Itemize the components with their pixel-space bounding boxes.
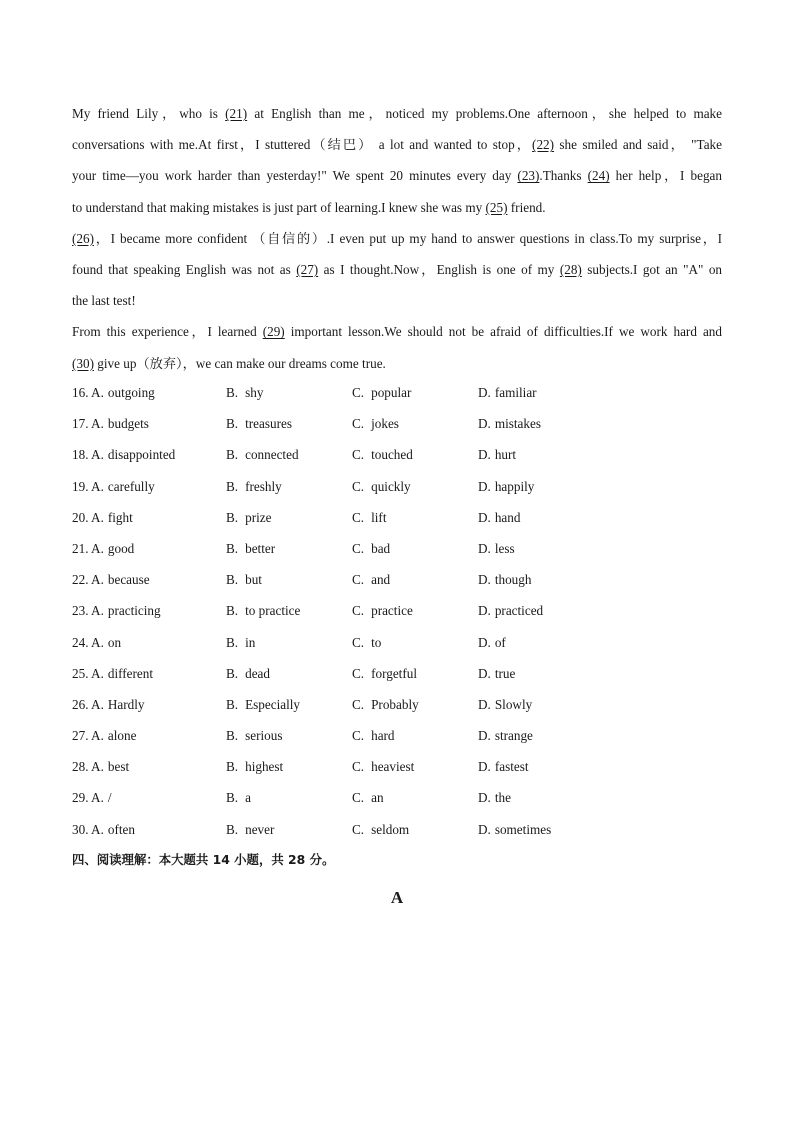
option-c: [352, 689, 419, 720]
option-d: [478, 782, 511, 813]
option-c-text: and: [371, 572, 391, 588]
option-d: [478, 658, 515, 689]
blank-number: (21): [225, 106, 248, 121]
option-c-label: C.: [352, 696, 365, 712]
option-a: [72, 439, 175, 470]
option-d: [478, 689, 532, 720]
option-c: [352, 377, 411, 408]
passage-text: as I thought.Now，English is one of my: [318, 261, 560, 277]
option-d: [478, 377, 537, 408]
passage-line: [72, 192, 722, 223]
option-c: [352, 502, 386, 533]
passage-text: your time—you work harder than yesterday!" We spent 20 minutes every day: [72, 168, 518, 184]
option-b-label: B.: [226, 790, 239, 806]
option-b-text: to practice: [245, 603, 301, 619]
option-c-text: quickly: [371, 478, 411, 494]
option-b-text: freshly: [245, 478, 282, 494]
option-a: [72, 564, 150, 595]
option-c: [352, 751, 414, 782]
passage-text: the last test!: [72, 293, 136, 309]
blank-number: (22): [532, 137, 555, 153]
option-d-label: D.: [478, 759, 491, 775]
option-c-text: touched: [371, 447, 413, 463]
option-b: [226, 689, 300, 720]
question-number: 19. A.: [72, 478, 104, 494]
option-c-text: lift: [371, 509, 387, 525]
question-row: [72, 782, 722, 813]
question-row: [72, 533, 722, 564]
option-b-label: B.: [226, 572, 239, 588]
option-c: [352, 720, 395, 751]
option-b-label: B.: [226, 385, 239, 400]
option-c-text: to: [371, 634, 382, 650]
passage-text: conversations with me.At first，I stuttered（结巴） a lot and wanted to stop，: [72, 137, 533, 153]
option-d-text: of: [494, 634, 506, 650]
option-d-text: familiar: [494, 385, 537, 400]
question-number: 27. A.: [72, 728, 104, 744]
question-number: 30. A.: [72, 821, 104, 837]
option-d-label: D.: [478, 728, 491, 744]
option-d: [478, 471, 534, 502]
option-a-text: alone: [107, 728, 137, 744]
option-a: [72, 471, 155, 502]
option-a-text: carefully: [107, 478, 155, 494]
option-a: [72, 751, 129, 782]
option-d-text: practiced: [494, 603, 544, 619]
question-number: 20. A.: [72, 509, 104, 525]
passage-text: friend.: [507, 199, 546, 215]
option-c-text: Probably: [371, 696, 419, 712]
option-b: [226, 658, 270, 689]
passage-line: [72, 348, 722, 379]
option-b-text: Especially: [245, 696, 301, 712]
option-b-label: B.: [226, 540, 239, 556]
option-c-label: C.: [352, 572, 365, 588]
question-row: [72, 471, 722, 502]
option-d-label: D.: [478, 696, 491, 712]
option-d-label: D.: [478, 540, 491, 556]
question-number: 24. A.: [72, 634, 104, 650]
option-c-label: C.: [352, 540, 365, 556]
option-b-text: prize: [245, 509, 272, 525]
blank-number: (26): [72, 230, 94, 246]
question-number: 18. A.: [72, 447, 104, 463]
part-label: A: [390, 888, 404, 907]
option-b: [226, 502, 271, 533]
option-d-label: D.: [478, 385, 491, 400]
option-b: [226, 627, 255, 658]
question-row: [72, 689, 722, 720]
question-row: [72, 502, 722, 533]
options-list: [72, 377, 722, 845]
option-a-text: disappointed: [107, 447, 176, 463]
option-b: [226, 564, 262, 595]
passage-text: she smiled and said， "Take: [554, 137, 722, 153]
option-d: [478, 439, 516, 470]
option-c: [352, 408, 399, 439]
option-c-label: C.: [352, 821, 365, 837]
question-row: [72, 658, 722, 689]
section-heading: 四、阅读理解：本大题共 14 小题，共 28 分。: [72, 852, 335, 867]
option-c-text: jokes: [371, 416, 399, 432]
option-c-label: C.: [352, 790, 365, 806]
question-row: [72, 627, 722, 658]
option-a-text: /: [107, 790, 112, 806]
option-d-text: Slowly: [494, 696, 533, 712]
option-d: [478, 502, 520, 533]
option-c: [352, 814, 409, 845]
question-number: 26. A.: [72, 696, 104, 712]
option-b-label: B.: [226, 665, 239, 681]
passage-text: give up（放弃），we can make our dreams come true.: [93, 355, 386, 371]
option-b-label: B.: [226, 821, 239, 837]
question-number: 17. A.: [72, 416, 104, 432]
blank-number: (25): [485, 199, 508, 215]
question-row: [72, 814, 722, 845]
passage-text: ，I became more confident （自信的）.I even put up my hand to answer questions in class.To my surprise，I: [93, 230, 722, 246]
option-c: [352, 471, 411, 502]
option-b: [226, 720, 282, 751]
option-c-text: popular: [371, 385, 412, 400]
option-d-label: D.: [478, 572, 491, 588]
cloze-passage: [72, 98, 722, 379]
option-d: [478, 595, 543, 626]
option-b-label: B.: [226, 509, 239, 525]
option-a: [72, 408, 149, 439]
option-b-text: treasures: [245, 416, 292, 432]
option-d: [478, 751, 529, 782]
option-a-text: fight: [107, 509, 133, 525]
option-a-text: on: [107, 634, 122, 650]
option-b: [226, 751, 283, 782]
option-c-text: an: [371, 790, 384, 806]
passage-line: [72, 98, 722, 129]
option-c-text: seldom: [371, 821, 410, 837]
option-d-text: sometimes: [494, 821, 552, 837]
option-b-text: serious: [245, 728, 283, 744]
option-d-label: D.: [478, 821, 491, 837]
question-row: [72, 595, 722, 626]
passage-text: found that speaking English was not as: [72, 261, 297, 277]
passage-text: her help，I began: [609, 168, 722, 184]
option-c-label: C.: [352, 728, 365, 744]
option-d-text: mistakes: [494, 416, 541, 432]
passage-text: My friend Lily，who is: [72, 106, 226, 121]
option-d-label: D.: [478, 509, 491, 525]
passage-line: [72, 160, 722, 191]
option-b: [226, 533, 275, 564]
option-d-label: D.: [478, 478, 491, 494]
option-a-text: because: [107, 572, 150, 588]
passage-line: [72, 129, 722, 160]
option-a-text: outgoing: [107, 385, 155, 400]
option-d: [478, 814, 551, 845]
option-b-text: but: [245, 572, 262, 588]
option-a-text: budgets: [107, 416, 149, 432]
option-b-text: dead: [245, 665, 270, 681]
option-d-text: less: [494, 540, 515, 556]
option-d-label: D.: [478, 634, 491, 650]
option-b-text: better: [245, 540, 276, 556]
option-b-label: B.: [226, 759, 239, 775]
option-b: [226, 408, 292, 439]
option-d-text: the: [494, 790, 511, 806]
option-b-label: B.: [226, 696, 239, 712]
question-row: [72, 408, 722, 439]
option-c: [352, 439, 413, 470]
option-c-label: C.: [352, 416, 365, 432]
option-d-text: true: [494, 665, 516, 681]
question-row: [72, 720, 722, 751]
option-c: [352, 658, 417, 689]
option-d-text: strange: [494, 728, 533, 744]
option-d-label: D.: [478, 447, 491, 463]
option-b-text: shy: [245, 385, 264, 400]
option-d: [478, 720, 533, 751]
option-a: [72, 689, 145, 720]
option-b: [226, 814, 274, 845]
option-b-label: B.: [226, 447, 239, 463]
option-a: [72, 782, 112, 813]
option-b-text: in: [245, 634, 256, 650]
option-d-text: fastest: [494, 759, 529, 775]
option-c-text: practice: [371, 603, 413, 619]
question-number: 25. A.: [72, 665, 104, 681]
option-d-label: D.: [478, 416, 491, 432]
option-c: [352, 533, 390, 564]
option-d-text: happily: [494, 478, 535, 494]
passage-text: to understand that making mistakes is just part of learning.I knew she was my: [72, 199, 486, 215]
passage-text: subjects.I got an "A" on: [581, 261, 723, 277]
option-a-text: different: [107, 665, 154, 681]
option-b: [226, 439, 299, 470]
question-row: [72, 439, 722, 470]
option-c-label: C.: [352, 509, 365, 525]
question-number: 22. A.: [72, 572, 104, 588]
option-b-label: B.: [226, 478, 239, 494]
passage-text: at English than me，noticed my problems.One afternoon，she helped to make: [247, 106, 722, 121]
question-number: 28. A.: [72, 759, 104, 775]
option-c-label: C.: [352, 603, 365, 619]
option-c-label: C.: [352, 759, 365, 775]
option-b-text: never: [245, 821, 275, 837]
option-a: [72, 658, 153, 689]
option-b: [226, 782, 251, 813]
option-b-text: a: [245, 790, 251, 806]
option-c-label: C.: [352, 385, 365, 400]
option-c-label: C.: [352, 478, 365, 494]
option-a-text: practicing: [107, 603, 161, 619]
blank-number: (28): [559, 261, 582, 277]
question-number: 21. A.: [72, 540, 104, 556]
option-c-text: bad: [371, 540, 391, 556]
option-d-text: though: [494, 572, 532, 588]
option-d-label: D.: [478, 665, 491, 681]
option-c: [352, 782, 384, 813]
option-b-text: highest: [245, 759, 284, 775]
blank-number: (30): [72, 355, 94, 371]
option-c-text: heaviest: [371, 759, 415, 775]
option-a: [72, 814, 135, 845]
option-b-label: B.: [226, 634, 239, 650]
question-row: [72, 377, 722, 408]
passage-text: important lesson.We should not be afraid of difficulties.If we work hard and: [284, 324, 722, 340]
option-a-text: good: [107, 540, 135, 556]
option-d-label: D.: [478, 603, 491, 619]
passage-text: .Thanks: [539, 168, 588, 184]
option-a: [72, 502, 133, 533]
option-b-label: B.: [226, 603, 239, 619]
option-b: [226, 595, 300, 626]
option-c: [352, 595, 413, 626]
option-c-text: hard: [371, 728, 395, 744]
option-a-text: best: [107, 759, 130, 775]
passage-line: [72, 254, 722, 285]
question-row: [72, 564, 722, 595]
option-a-text: Hardly: [107, 696, 145, 712]
option-c-label: C.: [352, 665, 365, 681]
option-a: [72, 595, 161, 626]
option-d: [478, 627, 506, 658]
option-d: [478, 564, 531, 595]
blank-number: (24): [587, 168, 610, 184]
option-b: [226, 471, 282, 502]
question-row: [72, 751, 722, 782]
passage-line: [72, 285, 722, 316]
blank-number: (23): [517, 168, 540, 184]
option-c-label: C.: [352, 634, 365, 650]
option-b-text: connected: [245, 447, 299, 463]
option-b: [226, 377, 263, 408]
option-a: [72, 377, 155, 408]
option-c-label: C.: [352, 447, 365, 463]
passage-text: From this experience，I learned: [72, 324, 263, 340]
option-d-text: hand: [494, 509, 521, 525]
option-a: [72, 627, 121, 658]
option-d-text: hurt: [494, 447, 517, 463]
passage-line: [72, 223, 722, 254]
option-a-text: often: [107, 821, 135, 837]
option-c-text: forgetful: [371, 665, 417, 681]
option-d: [478, 408, 541, 439]
option-d: [478, 533, 515, 564]
question-number: 23. A.: [72, 603, 104, 619]
question-number: 16. A.: [72, 385, 104, 400]
question-number: 29. A.: [72, 790, 104, 806]
blank-number: (29): [262, 324, 285, 340]
option-a: [72, 533, 134, 564]
option-a: [72, 720, 136, 751]
option-c: [352, 627, 381, 658]
option-b-label: B.: [226, 728, 239, 744]
passage-line: [72, 316, 722, 347]
blank-number: (27): [296, 261, 319, 277]
option-b-label: B.: [226, 416, 239, 432]
option-d-label: D.: [478, 790, 491, 806]
option-c: [352, 564, 390, 595]
